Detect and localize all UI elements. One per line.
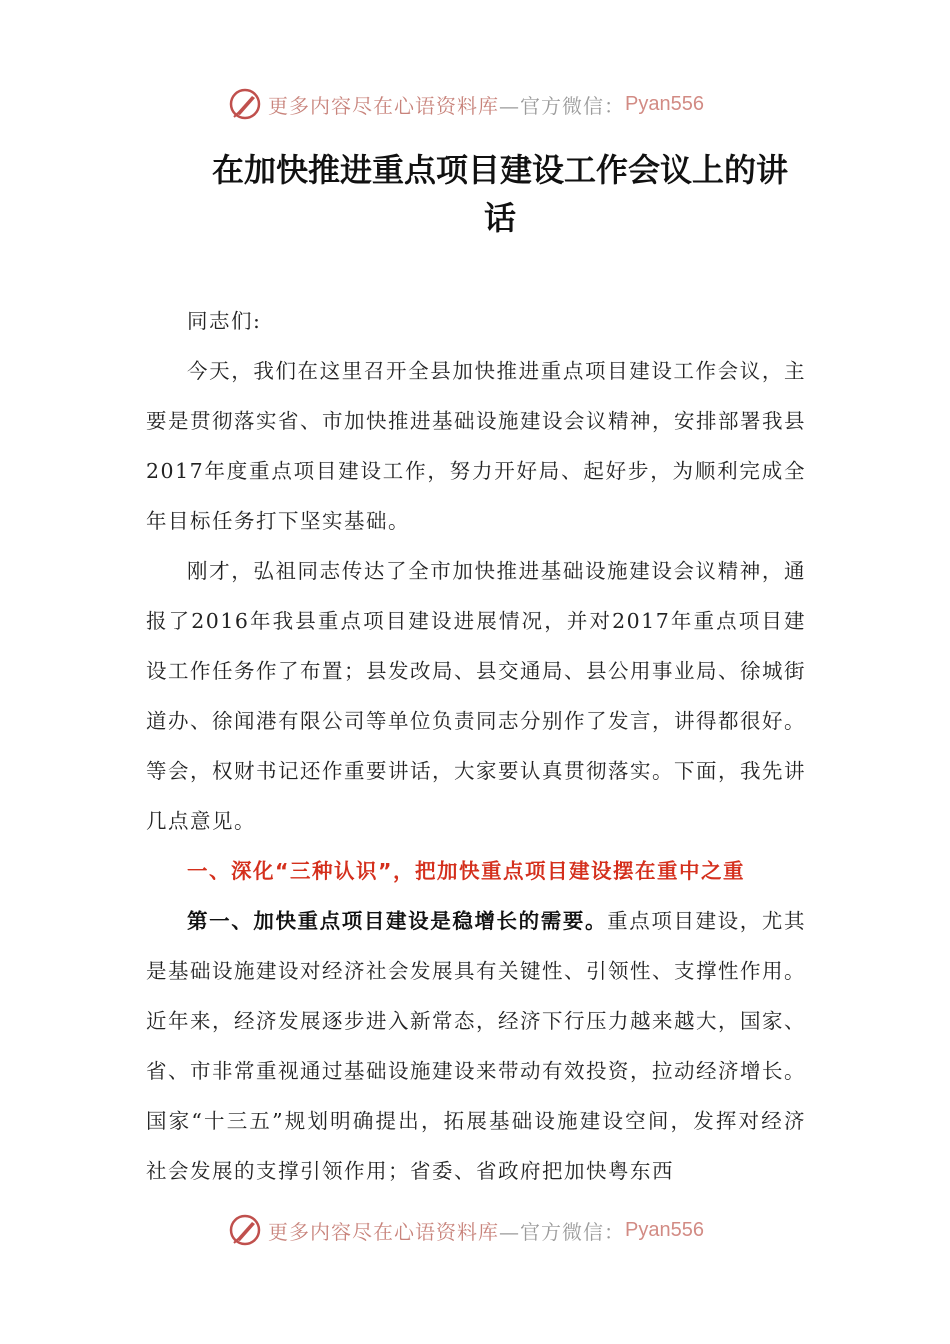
document-title: 在加快推进重点项目建设工作会议上的讲话 bbox=[211, 151, 788, 237]
watermark-label-text: —官方微信： bbox=[499, 1219, 625, 1244]
point-1-text: 重点项目建设，尤其是基础设施建设对经济社会发展具有关键性、引领性、支撑性作用。近年来，经济发展逐步进入新常态，经济下行压力越来越大，国家、省、市非常重视通过基础设施建设来带动有效投资，拉动经济增长。国家“十三五”规划明确提出，拓展基础设施建设空间，发挥对经济社会发展的支撑引领作用；省委、省政府把加快粤东西 bbox=[146, 909, 807, 1183]
point-1-lead: 第一、加快重点项目建设是稳增长的需要。 bbox=[187, 909, 608, 933]
paragraph-2: 刚才，弘祖同志传达了全市加快推进基础设施建设会议精神，通报了2016年我县重点项目建设进展情况，并对2017年重点项目建设工作任务作了布置；县发改局、县交通局、县公用事业局、徐城街道办、徐闻港有限公司等单位负责同志分别作了发言，讲得都很好。等会，权财书记还作重要讲话，大家要认真贯彻落实。下面，我先讲几点意见。 bbox=[146, 559, 806, 833]
salutation: 同志们: bbox=[187, 309, 262, 333]
watermark-brand-text: 更多内容尽在心语资料库 bbox=[268, 93, 499, 118]
watermark-wechat-id: Pyan556 bbox=[625, 92, 704, 115]
paragraph-1: 今天，我们在这里召开全县加快推进重点项目建设工作会议，主要是贯彻落实省、市加快推进基础设施建设会议精神，安排部署我县2017年度重点项目建设工作，努力开好局、起好步，为顺利完成全年目标任务打下坚实基础。 bbox=[146, 359, 806, 533]
section-heading: 一、深化“三种认识”，把加快重点项目建设摆在重中之重 bbox=[187, 859, 745, 883]
paragraph-3 bbox=[146, 896, 806, 1196]
quill-pen-icon bbox=[228, 87, 262, 121]
header-watermark-banner bbox=[228, 84, 748, 124]
watermark-brand-text: 更多内容尽在心语资料库 bbox=[268, 1219, 499, 1244]
watermark-label-text: —官方微信： bbox=[499, 93, 625, 118]
watermark-wechat-id: Pyan556 bbox=[625, 1218, 704, 1241]
document-body bbox=[146, 296, 806, 1196]
footer-watermark-banner bbox=[228, 1210, 748, 1250]
quill-pen-icon bbox=[228, 1213, 262, 1247]
